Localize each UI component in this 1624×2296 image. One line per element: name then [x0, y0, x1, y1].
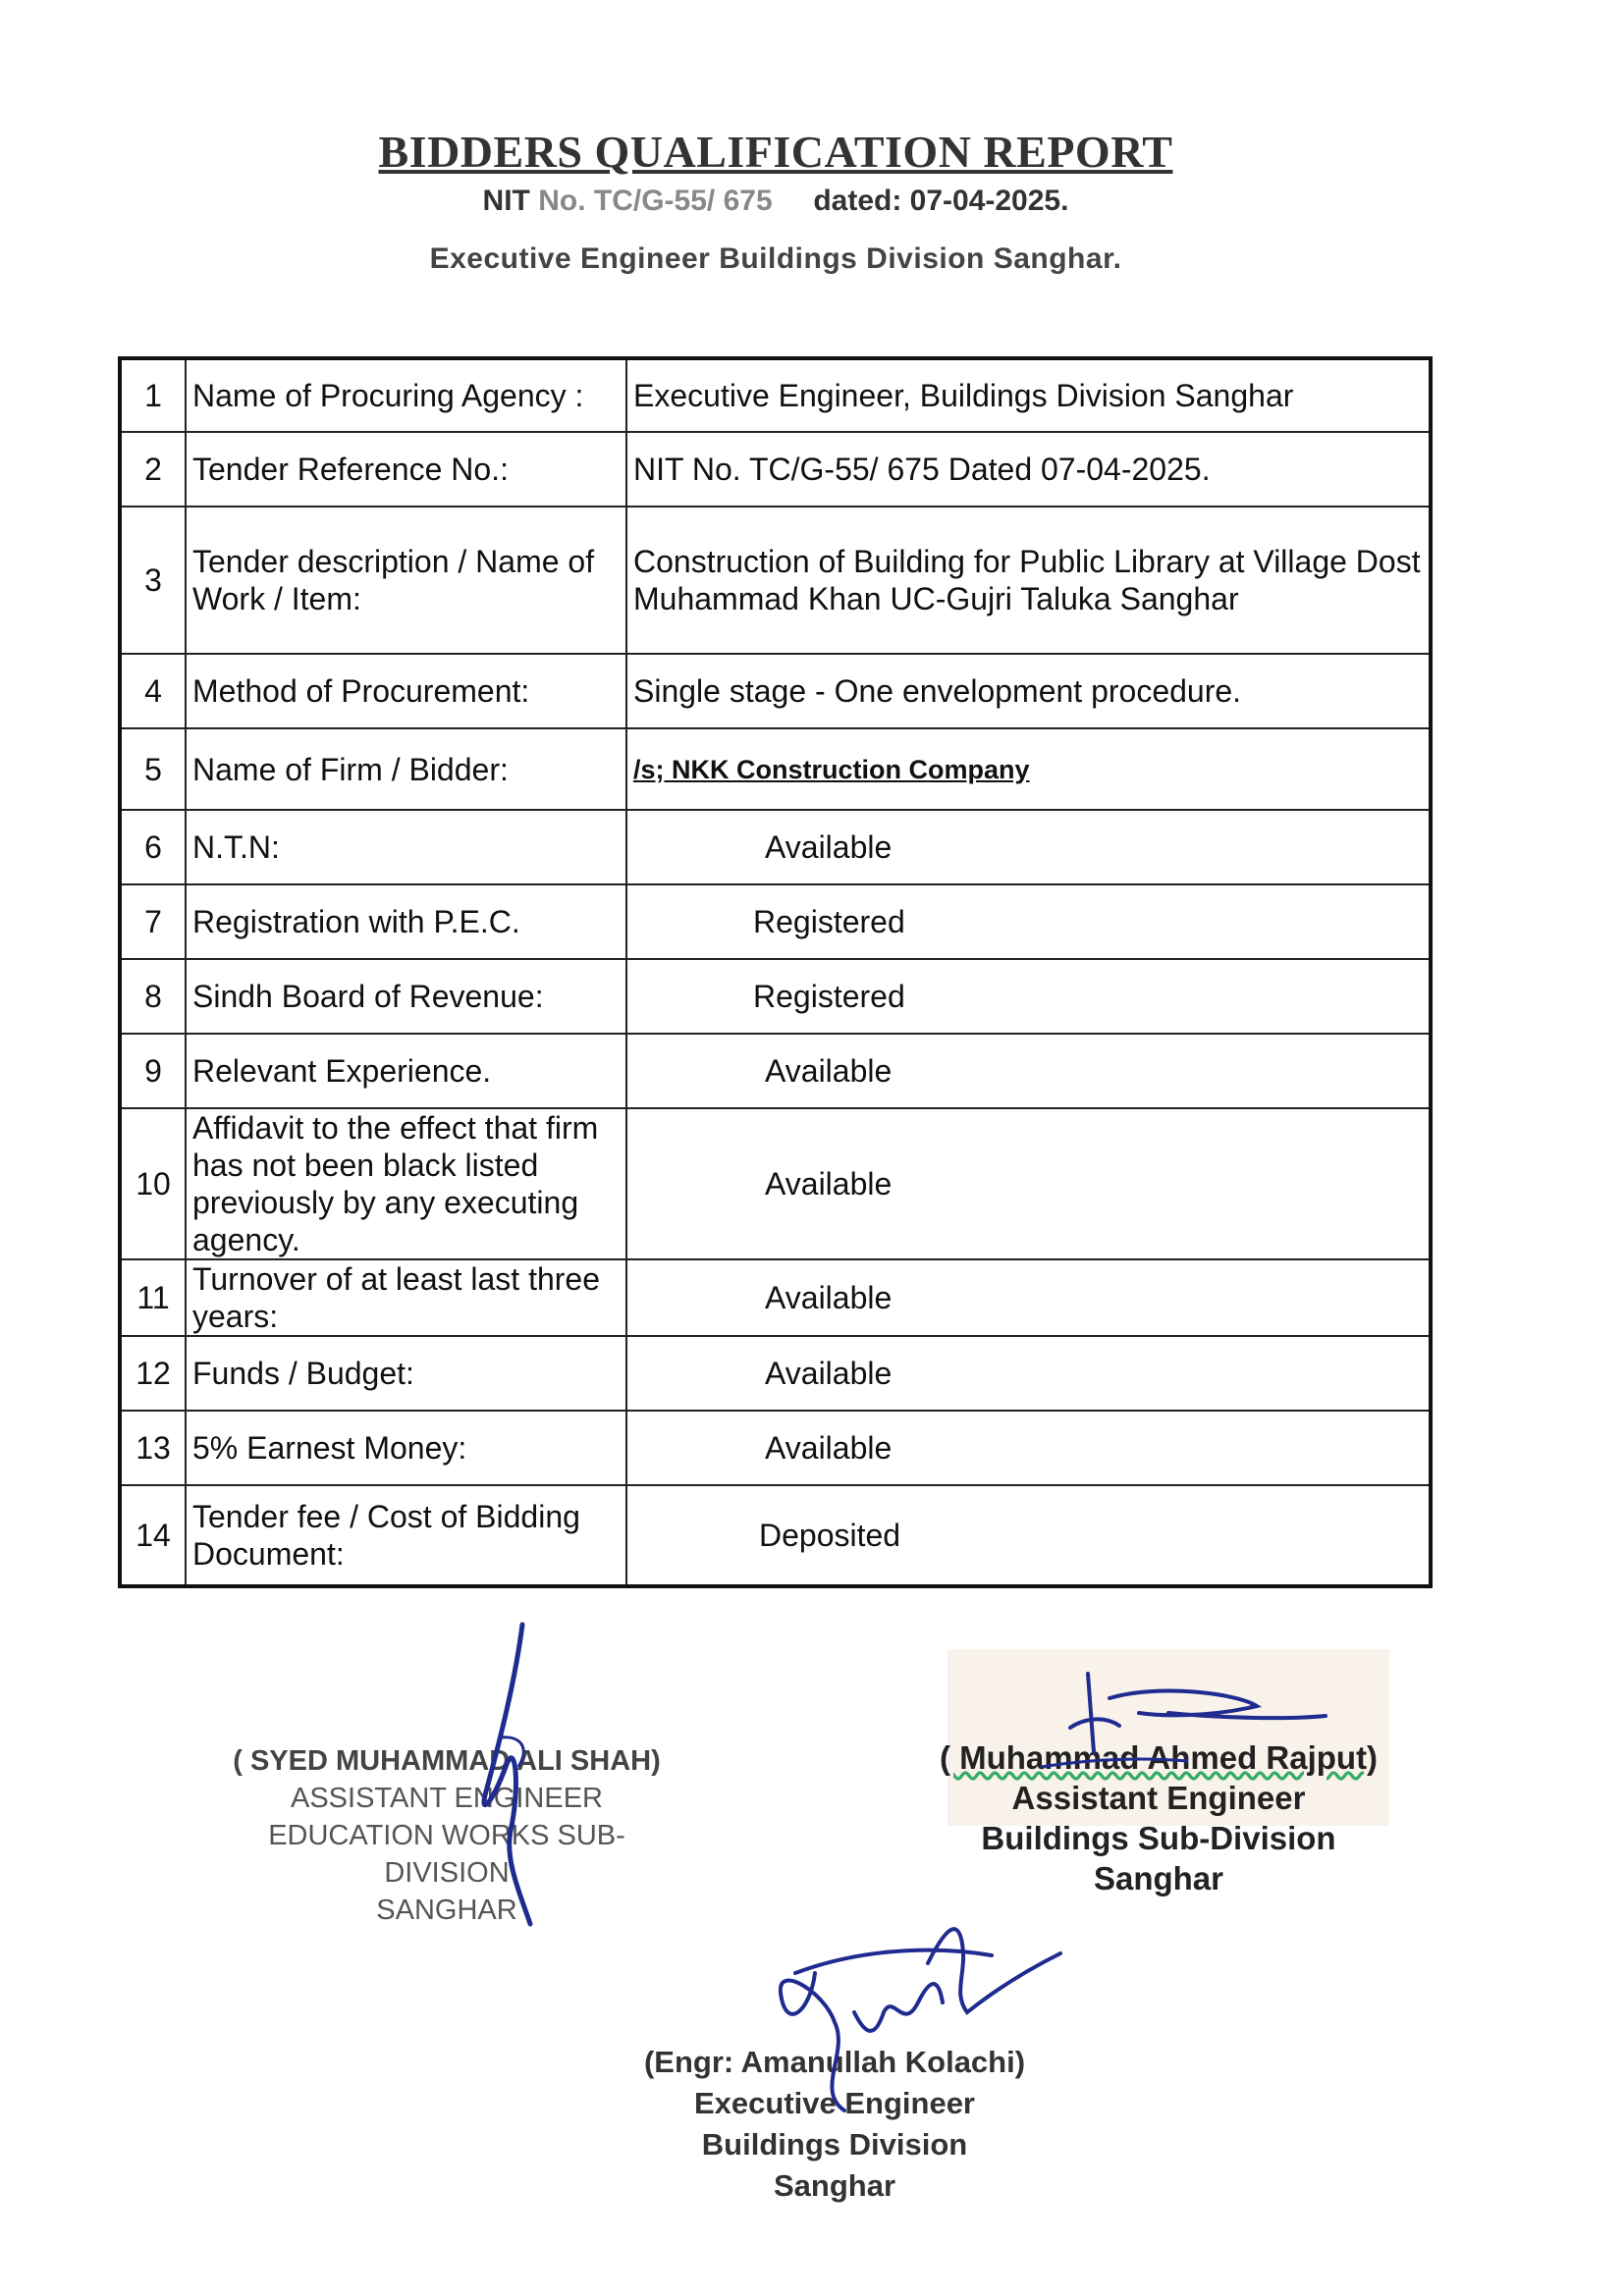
nit-number: No. TC/G-55/ 675 — [538, 185, 773, 217]
row-value: Available — [626, 1336, 1431, 1411]
row-label: Name of Firm / Bidder: — [186, 728, 626, 810]
qualification-table — [118, 356, 1433, 1588]
row-label: Funds / Budget: — [186, 1336, 626, 1411]
row-value: Deposited — [626, 1485, 1431, 1586]
row-number: 6 — [120, 810, 186, 884]
table-row — [120, 1411, 1431, 1485]
row-label: Relevant Experience. — [186, 1034, 626, 1108]
table-row — [120, 1034, 1431, 1108]
row-number: 8 — [120, 959, 186, 1034]
signatory-name: (Engr: Amanullah Kolachi) — [643, 2045, 1026, 2079]
signatory-office: EDUCATION WORKS SUB-DIVISION — [268, 1820, 625, 1889]
signatory-office: Buildings Sub-Division — [981, 1820, 1336, 1856]
row-label: Affidavit to the effect that firm has not been black listed previously by any executing agency. — [186, 1108, 626, 1259]
row-value: Available — [626, 810, 1431, 884]
table-row — [120, 1485, 1431, 1586]
firm-name: /s; NKK Construction Company — [626, 728, 1431, 810]
row-number: 5 — [120, 728, 186, 810]
row-value: Executive Engineer, Buildings Division Sanghar — [626, 358, 1431, 432]
office-heading: Executive Engineer Buildings Division Sanghar. — [429, 242, 1122, 275]
table-row — [120, 884, 1431, 959]
row-label: Method of Procurement: — [186, 654, 626, 728]
row-label: N.T.N: — [186, 810, 626, 884]
row-value: Available — [626, 1411, 1431, 1485]
row-value: Single stage - One envelopment procedure. — [626, 654, 1431, 728]
table-row — [120, 432, 1431, 507]
table-row — [120, 810, 1431, 884]
row-number: 4 — [120, 654, 186, 728]
row-number: 7 — [120, 884, 186, 959]
signatory-name: ( Muhammad Ahmed Rajput) — [939, 1739, 1379, 1776]
row-label: Turnover of at least last three years: — [186, 1259, 626, 1336]
signatory-place: Sanghar — [773, 2168, 896, 2203]
row-number: 1 — [120, 358, 186, 432]
row-value: Registered — [626, 884, 1431, 959]
table-row — [120, 728, 1431, 810]
table-row — [120, 959, 1431, 1034]
report-title: BIDDERS QUALIFICATION REPORT — [378, 127, 1173, 177]
signature-bottom-icon — [756, 1904, 1070, 2140]
row-label: Tender Reference No.: — [186, 432, 626, 507]
row-number: 13 — [120, 1411, 186, 1485]
signatory-designation: ASSISTANT ENGINEER — [291, 1783, 603, 1814]
nit-line — [0, 185, 1551, 218]
signatory-office: Buildings Division — [701, 2127, 968, 2162]
table-row — [120, 1336, 1431, 1411]
row-value: Available — [626, 1259, 1431, 1336]
row-label: Registration with P.E.C. — [186, 884, 626, 959]
row-number: 2 — [120, 432, 186, 507]
row-value: Available — [626, 1034, 1431, 1108]
table-row — [120, 1108, 1431, 1259]
nit-prefix: NIT — [482, 185, 530, 217]
nit-date: dated: 07-04-2025. — [813, 185, 1069, 217]
signatory-place: Sanghar — [1093, 1860, 1224, 1896]
signature-left-icon — [461, 1620, 579, 1934]
row-label: Name of Procuring Agency : — [186, 358, 626, 432]
signature-right-icon — [1011, 1659, 1345, 1787]
signatory-designation: Executive Engineer — [693, 2086, 975, 2120]
table-row — [120, 507, 1431, 654]
row-number: 14 — [120, 1485, 186, 1586]
table-row — [120, 1259, 1431, 1336]
row-value: Registered — [626, 959, 1431, 1034]
row-number: 3 — [120, 507, 186, 654]
signatory-designation: Assistant Engineer — [1011, 1780, 1306, 1816]
signatory-left — [216, 1742, 677, 1929]
row-number: 9 — [120, 1034, 186, 1108]
row-number: 10 — [120, 1108, 186, 1259]
row-value: NIT No. TC/G-55/ 675 Dated 07-04-2025. — [626, 432, 1431, 507]
row-number: 11 — [120, 1259, 186, 1336]
table-row — [120, 654, 1431, 728]
signatory-name: ( SYED MUHAMMAD ALI SHAH) — [233, 1745, 661, 1777]
row-value: Available — [626, 1108, 1431, 1259]
row-label: Sindh Board of Revenue: — [186, 959, 626, 1034]
row-label: Tender description / Name of Work / Item: — [186, 507, 626, 654]
row-label: Tender fee / Cost of Bidding Document: — [186, 1485, 626, 1586]
signatory-place: SANGHAR — [376, 1895, 517, 1926]
row-value: Construction of Building for Public Library at Village Dost Muhammad Khan UC-Gujri Taluka Sanghar — [626, 507, 1431, 654]
row-label: 5% Earnest Money: — [186, 1411, 626, 1485]
table-row — [120, 358, 1431, 432]
row-number: 12 — [120, 1336, 186, 1411]
